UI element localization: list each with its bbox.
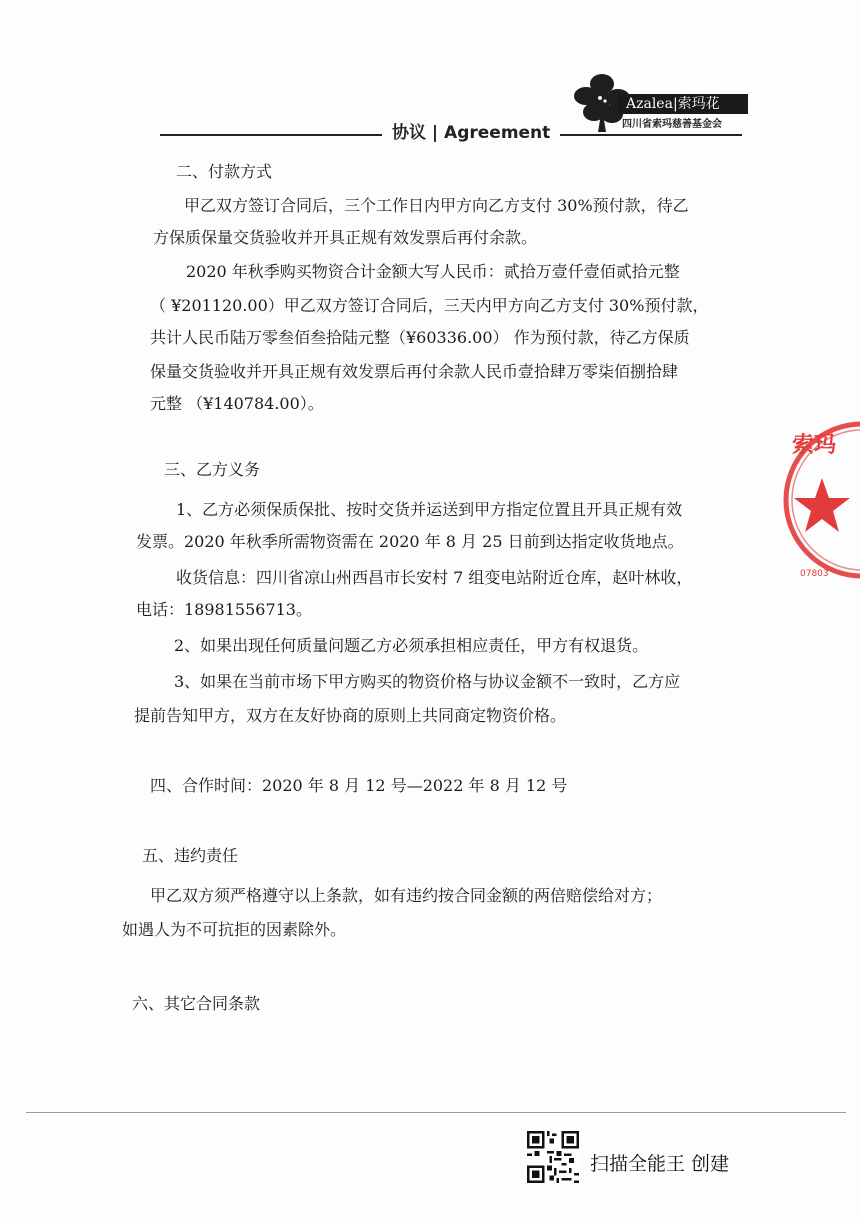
section-4-title: 四、合作时间：2020 年 8 月 12 号—2022 年 8 月 12 号 bbox=[150, 776, 568, 795]
section-2-title: 二、付款方式 bbox=[176, 162, 273, 181]
section-3-item: 1、乙方必须保质保批、按时交货并运送到甲方指定位置且开具正规有效 bbox=[176, 500, 683, 519]
section-2-para: 保量交货验收并开具正规有效发票后再付余款人民币壹拾肆万零柒佰捌拾肆 bbox=[150, 362, 679, 381]
red-seal-stamp bbox=[780, 410, 860, 590]
section-2-para: 共计人民币陆万零叁佰叁拾陆元整（¥60336.00） 作为预付款，待乙方保质 bbox=[150, 328, 690, 347]
section-3-item: 收货信息：四川省凉山州西昌市长安村 7 组变电站附近仓库，赵叶林收， bbox=[176, 568, 693, 587]
section-2-para: 方保质保量交货验收并开具正规有效发票后再付余款。 bbox=[153, 228, 538, 247]
page-bottom-rule bbox=[26, 1112, 846, 1113]
section-6-title: 六、其它合同条款 bbox=[132, 994, 261, 1013]
section-5-title: 五、违约责任 bbox=[142, 846, 239, 865]
section-3-item: 3、如果在当前市场下甲方购买的物资价格与协议金额不一致时，乙方应 bbox=[174, 672, 681, 691]
stamp-number: 07803 bbox=[800, 569, 829, 579]
section-5-para: 甲乙双方须严格遵守以上条款，如有违约按合同金额的两倍赔偿给对方； bbox=[150, 886, 663, 905]
foundation-logo bbox=[572, 70, 752, 132]
section-3-item: 发票。2020 年秋季所需物资需在 2020 年 8 月 25 日前到达指定收货地点。 bbox=[136, 532, 684, 551]
scanner-watermark: 扫描全能王 创建 bbox=[590, 1153, 730, 1175]
document-title: 协议 | Agreement bbox=[382, 118, 560, 143]
stamp-text: 索玛 bbox=[792, 433, 837, 458]
logo-org: 四川省索玛慈善基金会 bbox=[622, 119, 722, 130]
qr-code-icon bbox=[527, 1131, 579, 1183]
red-star-seal-icon bbox=[780, 410, 860, 590]
section-3-item: 电话：18981556713。 bbox=[136, 600, 312, 619]
section-5-para: 如遇人为不可抗拒的因素除外。 bbox=[122, 920, 347, 939]
logo-name: Azalea|索玛花 bbox=[618, 94, 748, 114]
section-3-title: 三、乙方义务 bbox=[164, 460, 261, 479]
section-2-para: （ ¥201120.00）甲乙双方签订合同后，三天内甲方向乙方支付 30%预付款， bbox=[150, 296, 709, 315]
section-2-para: 2020 年秋季购买物资合计金额大写人民币：贰拾万壹仟壹佰贰拾元整 bbox=[186, 262, 680, 281]
section-2-para: 元整 （¥140784.00）。 bbox=[150, 394, 324, 413]
section-2-para: 甲乙双方签订合同后，三个工作日内甲方向乙方支付 30%预付款，待乙 bbox=[184, 196, 689, 215]
section-3-item: 2、如果出现任何质量问题乙方必须承担相应责任，甲方有权退货。 bbox=[174, 636, 649, 655]
section-3-item: 提前告知甲方，双方在友好协商的原则上共同商定物资价格。 bbox=[134, 706, 567, 725]
